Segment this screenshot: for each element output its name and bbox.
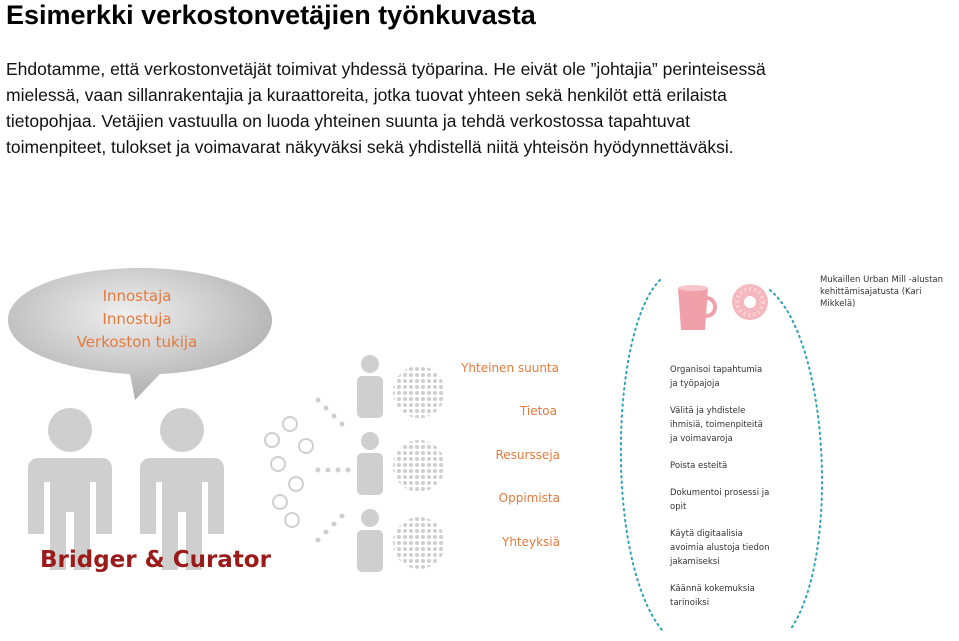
symbols-column [265, 417, 313, 527]
task-line: Dokumentoi prosessi ja [670, 488, 770, 498]
credit-line: kehittämisajatusta (Kari [820, 287, 922, 297]
donut-icon [732, 284, 768, 320]
dotted-circle [393, 440, 445, 492]
person-icon [140, 408, 224, 570]
person-icon [357, 432, 383, 495]
credit-line: Mukaillen Urban Mill -alustan [820, 275, 944, 285]
task-line: Käännä kokemuksia [670, 584, 755, 594]
play-icon [271, 457, 285, 471]
teal-dotted-arc [621, 280, 822, 630]
task-line: Välitä ja yhdistele [670, 406, 746, 416]
cup-icon [678, 285, 715, 330]
dotted-circle [393, 517, 445, 569]
paragraph-line: Ehdotamme, että verkostonvetäjät toimivat yhdessä työparina. He eivät ole ”johtajia” perinteisessä [6, 59, 766, 79]
paragraph-line: tietopohjaa. Vetäjien vastuulla on luoda yhteinen suunta ja tehdä verkostossa tapahtuvat [6, 111, 690, 131]
speech-bubble [8, 268, 272, 400]
euro-icon [285, 513, 299, 527]
bubble-text: Innostuja [102, 310, 172, 328]
bridger-curator-label: Bridger & Curator [40, 547, 271, 573]
task-line: Organisoi tapahtumia [670, 365, 763, 375]
flow-label: Tietoa [519, 404, 557, 418]
euro-icon [283, 417, 297, 431]
task-line: jakamiseksi [670, 557, 720, 567]
smiley-icon [265, 433, 279, 447]
person-icon [357, 509, 383, 572]
dotted-circle [393, 366, 445, 418]
task-line: tarinoiksi [670, 598, 710, 608]
task-line: ja voimavaroja [670, 434, 733, 444]
bubble-text: Innostaja [102, 287, 172, 305]
euro-icon [289, 477, 303, 491]
task-line: avoimia alustoja tiedon [670, 543, 770, 553]
person-icon [357, 355, 383, 418]
flow-label: Yhteyksiä [501, 535, 560, 549]
task-line: ja työpajoja [670, 379, 720, 389]
person-icon [28, 408, 112, 570]
flow-label: Yhteinen suunta [461, 361, 559, 375]
arrow-dots [316, 398, 351, 543]
task-line: opit [670, 502, 687, 512]
task-line: ihmisiä, toimenpiteitä [670, 420, 763, 430]
task-line: Poista esteitä [670, 461, 728, 471]
smiley-icon [273, 495, 287, 509]
paragraph-line: toimenpiteet, tulokset ja voimavarat näkyväksi sekä yhdistellä niitä yhteisön hyödynnettäväksi. [6, 137, 734, 157]
flow-label: Oppimista [498, 491, 560, 505]
page-title: Esimerkki verkostonvetäjien työnkuvasta [6, 0, 536, 30]
smiley-icon [299, 439, 313, 453]
flow-label: Resursseja [495, 448, 560, 462]
credit-line: Mikkelä) [820, 299, 856, 309]
bubble-text: Verkoston tukija [76, 333, 198, 351]
paragraph-line: mielessä, vaan sillanrakentajia ja kuraattoreita, jotka tuovat yhteen sekä henkilöt että erilaista [6, 85, 727, 105]
task-line: Käytä digitaalisia [670, 529, 743, 539]
